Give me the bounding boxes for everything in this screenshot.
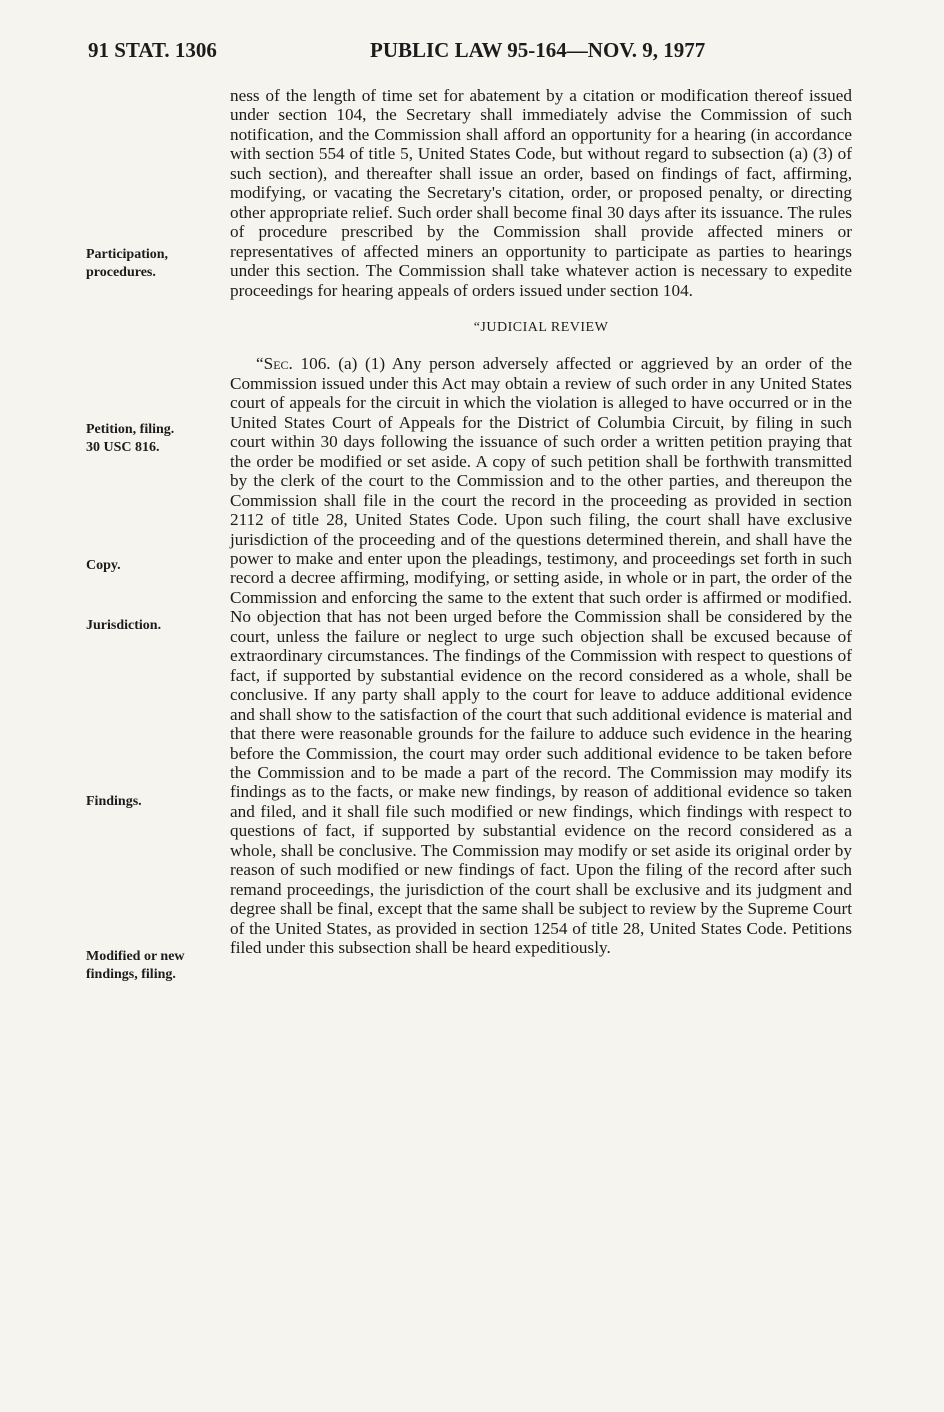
margin-note-modified: Modified or new findings, filing.: [86, 949, 185, 982]
page-ref: 91 STAT. 1306: [88, 38, 217, 62]
sec-label: “Sec.: [256, 354, 293, 374]
margin-note-participation: Participation, procedures.: [86, 247, 169, 280]
margin-note-jurisdiction: Jurisdiction.: [86, 618, 162, 633]
paragraph-sec-106: [230, 354, 852, 957]
margin-note-petition: Petition, filing. 30 USC 816.: [86, 422, 175, 455]
margin-note-copy: Copy.: [86, 558, 121, 573]
law-ref: PUBLIC LAW 95-164—NOV. 9, 1977: [370, 38, 706, 62]
margin-note-findings: Findings.: [86, 794, 142, 809]
section-heading: “JUDICIAL REVIEW: [473, 319, 609, 335]
paragraph-continuation: ness of the length of time set for abatement by a citation or modification thereof issued under section 104, the Secretary shall immediately advise the Commission of such notification, and the Commission shall afford an opportunity for a hearing (in accordance with section 554 of title 5, United States Code, but without regard to subsection (a) (3) of such section), and thereafter shall issue an order, based on findings of fact, affirming, modifying, or vacating the Secretary's citation, order, or proposed penalty, or directing other appropriate relief. Such order shall become final 30 days after its issuance. The rules of procedure prescribed by the Commission shall provide affected miners or representatives of affected miners an opportunity to participate as parties to hearings under this section. The Commission shall take whatever action is necessary to expedite proceedings for hearing appeals of orders issued under section 104.: [230, 86, 852, 300]
running-header: [80, 38, 860, 68]
body-text: [230, 86, 852, 957]
sec-106-text: 106. (a) (1) Any person adversely affected or aggrieved by an order of the Commission issued under this Act may obtain a review of such order in any United States court of appeals for the circuit in which the violation is alleged to have occurred or in the United States Court of Appeals for the District of Columbia Circuit, by filing in such court within 30 days following the issuance of such order a written petition praying that the order be modified or set aside. A copy of such petition shall be forthwith transmitted by the clerk of the court to the Commission and to the other parties, and thereupon the Commission shall file in the court the record in the proceeding as provided in section 2112 of title 28, United States Code. Upon such filing, the court shall have exclusive jurisdiction of the proceeding and of the questions determined therein, and shall have the power to make and enter upon the pleadings, testimony, and proceedings set forth in such record a decree affirming, modifying, or setting aside, in whole or in part, the order of the Commission and enforcing the same to the extent that such order is affirmed or modified. No objection that has not been urged before the Commission shall be considered by the court, unless the failure or neglect to urge such objection shall be excused because of extraordinary circumstances. The findings of the Commission with respect to questions of fact, if supported by substantial evidence on the record considered as a whole, shall be conclusive. If any party shall apply to the court for leave to adduce additional evidence and shall show to the satisfaction of the court that such additional evidence is material and that there were reasonable grounds for the failure to adduce such evidence in the hearing before the Commission, the court may order such additional evidence to be taken before the Commission and to be made a part of the record. The Commission may modify its findings as to the facts, or make new findings, by reason of additional evidence so taken and filed, and it shall file such modified or new findings, which findings with respect to questions of fact, if supported by substantial evidence on the record considered as a whole, shall be conclusive. The Commission may modify or set aside its original order by reason of such modified or new findings of fact. Upon the filing of the record after such remand proceedings, the jurisdiction of the court shall be exclusive and its judgment and degree shall be final, except that the same shall be subject to review by the Supreme Court of the United States, as provided in section 1254 of title 28, United States Code. Petitions filed under this subsection shall be heard expeditiously.: [230, 354, 853, 958]
